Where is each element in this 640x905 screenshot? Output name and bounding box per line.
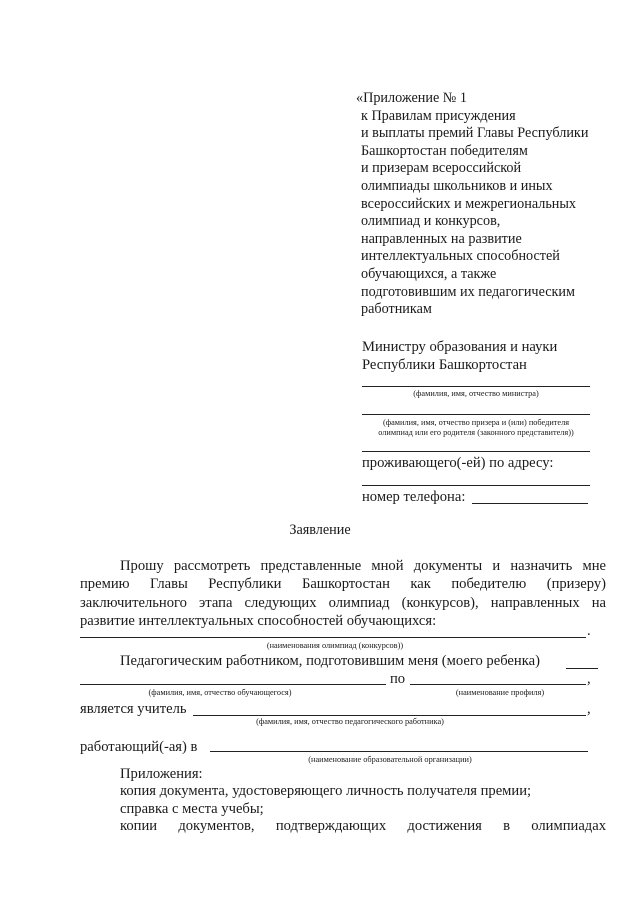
addressee-line-1: Министру образования и науки (362, 339, 558, 355)
phone-label: номер телефона: (362, 489, 466, 505)
teacher-line-field[interactable] (566, 668, 598, 669)
appendix-line: обучающихся, а также (361, 265, 497, 282)
addressee-line-2: Республики Башкортостан (362, 357, 527, 373)
word: документов, (178, 818, 255, 834)
address-field[interactable] (362, 485, 590, 486)
paragraph-line: Прошу рассмотреть представленные мной документы и назначить мне (120, 558, 606, 574)
paragraph-line: премию Главы Республики Башкортостан как победителю (призеру) (80, 576, 606, 593)
attachment-item-last (120, 817, 606, 835)
statement-title: Заявление (289, 522, 351, 538)
paragraph-line: развитие интеллектуальных способностей обучающихся: (80, 613, 437, 630)
attachments-heading: Приложения: (120, 766, 203, 782)
appendix-line: и выплаты премий Главы Республики (361, 125, 589, 142)
attachment-item: справка с места учебы; (120, 801, 264, 817)
minister-caption: (фамилия, имя, отчество министра) (413, 389, 539, 398)
olympiad-caption: (наименования олимпиад (конкурсов)) (266, 641, 404, 650)
appendix-line: олимпиады школьников и иных (361, 177, 553, 194)
is-teacher-label: является учитель (80, 701, 187, 717)
appendix-line: олимпиад и конкурсов, (361, 213, 501, 230)
teacher-name-field[interactable] (193, 715, 586, 716)
appendix-line: и призерам всероссийской (361, 160, 522, 177)
applicant-extra-field[interactable] (362, 451, 590, 452)
appendix-line: Башкортостан победителям (361, 142, 528, 159)
word: в (503, 818, 511, 834)
word: олимпиадах (531, 818, 606, 834)
appendix-line: подготовившим их педагогическим (361, 283, 575, 300)
appendix-line: всероссийских и межрегиональных (361, 195, 577, 212)
student-caption: (фамилия, имя, отчество обучающегося) (148, 688, 292, 697)
phone-field[interactable] (472, 503, 588, 504)
applicant-caption-2: олимпиад или его родителя (законного представителя)) (378, 428, 574, 437)
teacher-caption: (фамилия, имя, отчество педагогического работника) (256, 717, 444, 726)
word: копии (120, 818, 158, 834)
appendix-line: интеллектуальных способностей (361, 248, 560, 265)
appendix-line: направленных на развитие (361, 230, 522, 247)
appendix-line: к Правилам присуждения (361, 107, 516, 124)
organization-field[interactable] (210, 751, 588, 752)
appendix-header (356, 90, 616, 319)
appendix-line: работникам (361, 301, 432, 318)
statement-paragraph (80, 557, 606, 631)
residing-label: проживающего(-ей) по адресу: (362, 455, 554, 471)
po-label: по (390, 671, 406, 687)
profile-caption: (наименование профиля) (455, 688, 545, 697)
applicant-name-field[interactable] (362, 414, 590, 415)
org-caption: (наименование образовательной организации) (308, 755, 472, 764)
profile-field[interactable] (410, 684, 586, 685)
teacher-line-label: Педагогическим работником, подготовившим меня (моего ребенка) (120, 653, 540, 669)
olympiad-names-field[interactable] (80, 637, 586, 638)
word: подтверждающих (275, 818, 387, 834)
working-at-label: работающий(-ая) в (80, 739, 198, 755)
applicant-caption-1: (фамилия, имя, отчество призера и (или) победителя (382, 418, 570, 427)
student-name-field[interactable] (80, 684, 386, 685)
paragraph-line: заключительного этапа следующих олимпиад (конкурсов), направленных на (80, 594, 606, 611)
minister-name-field[interactable] (362, 386, 590, 387)
attachment-item: копия документа, удостоверяющего личность получателя премии; (120, 783, 532, 799)
addressee-block (362, 338, 557, 374)
appendix-line: «Приложение № 1 (356, 90, 467, 106)
word: достижения (407, 818, 482, 834)
